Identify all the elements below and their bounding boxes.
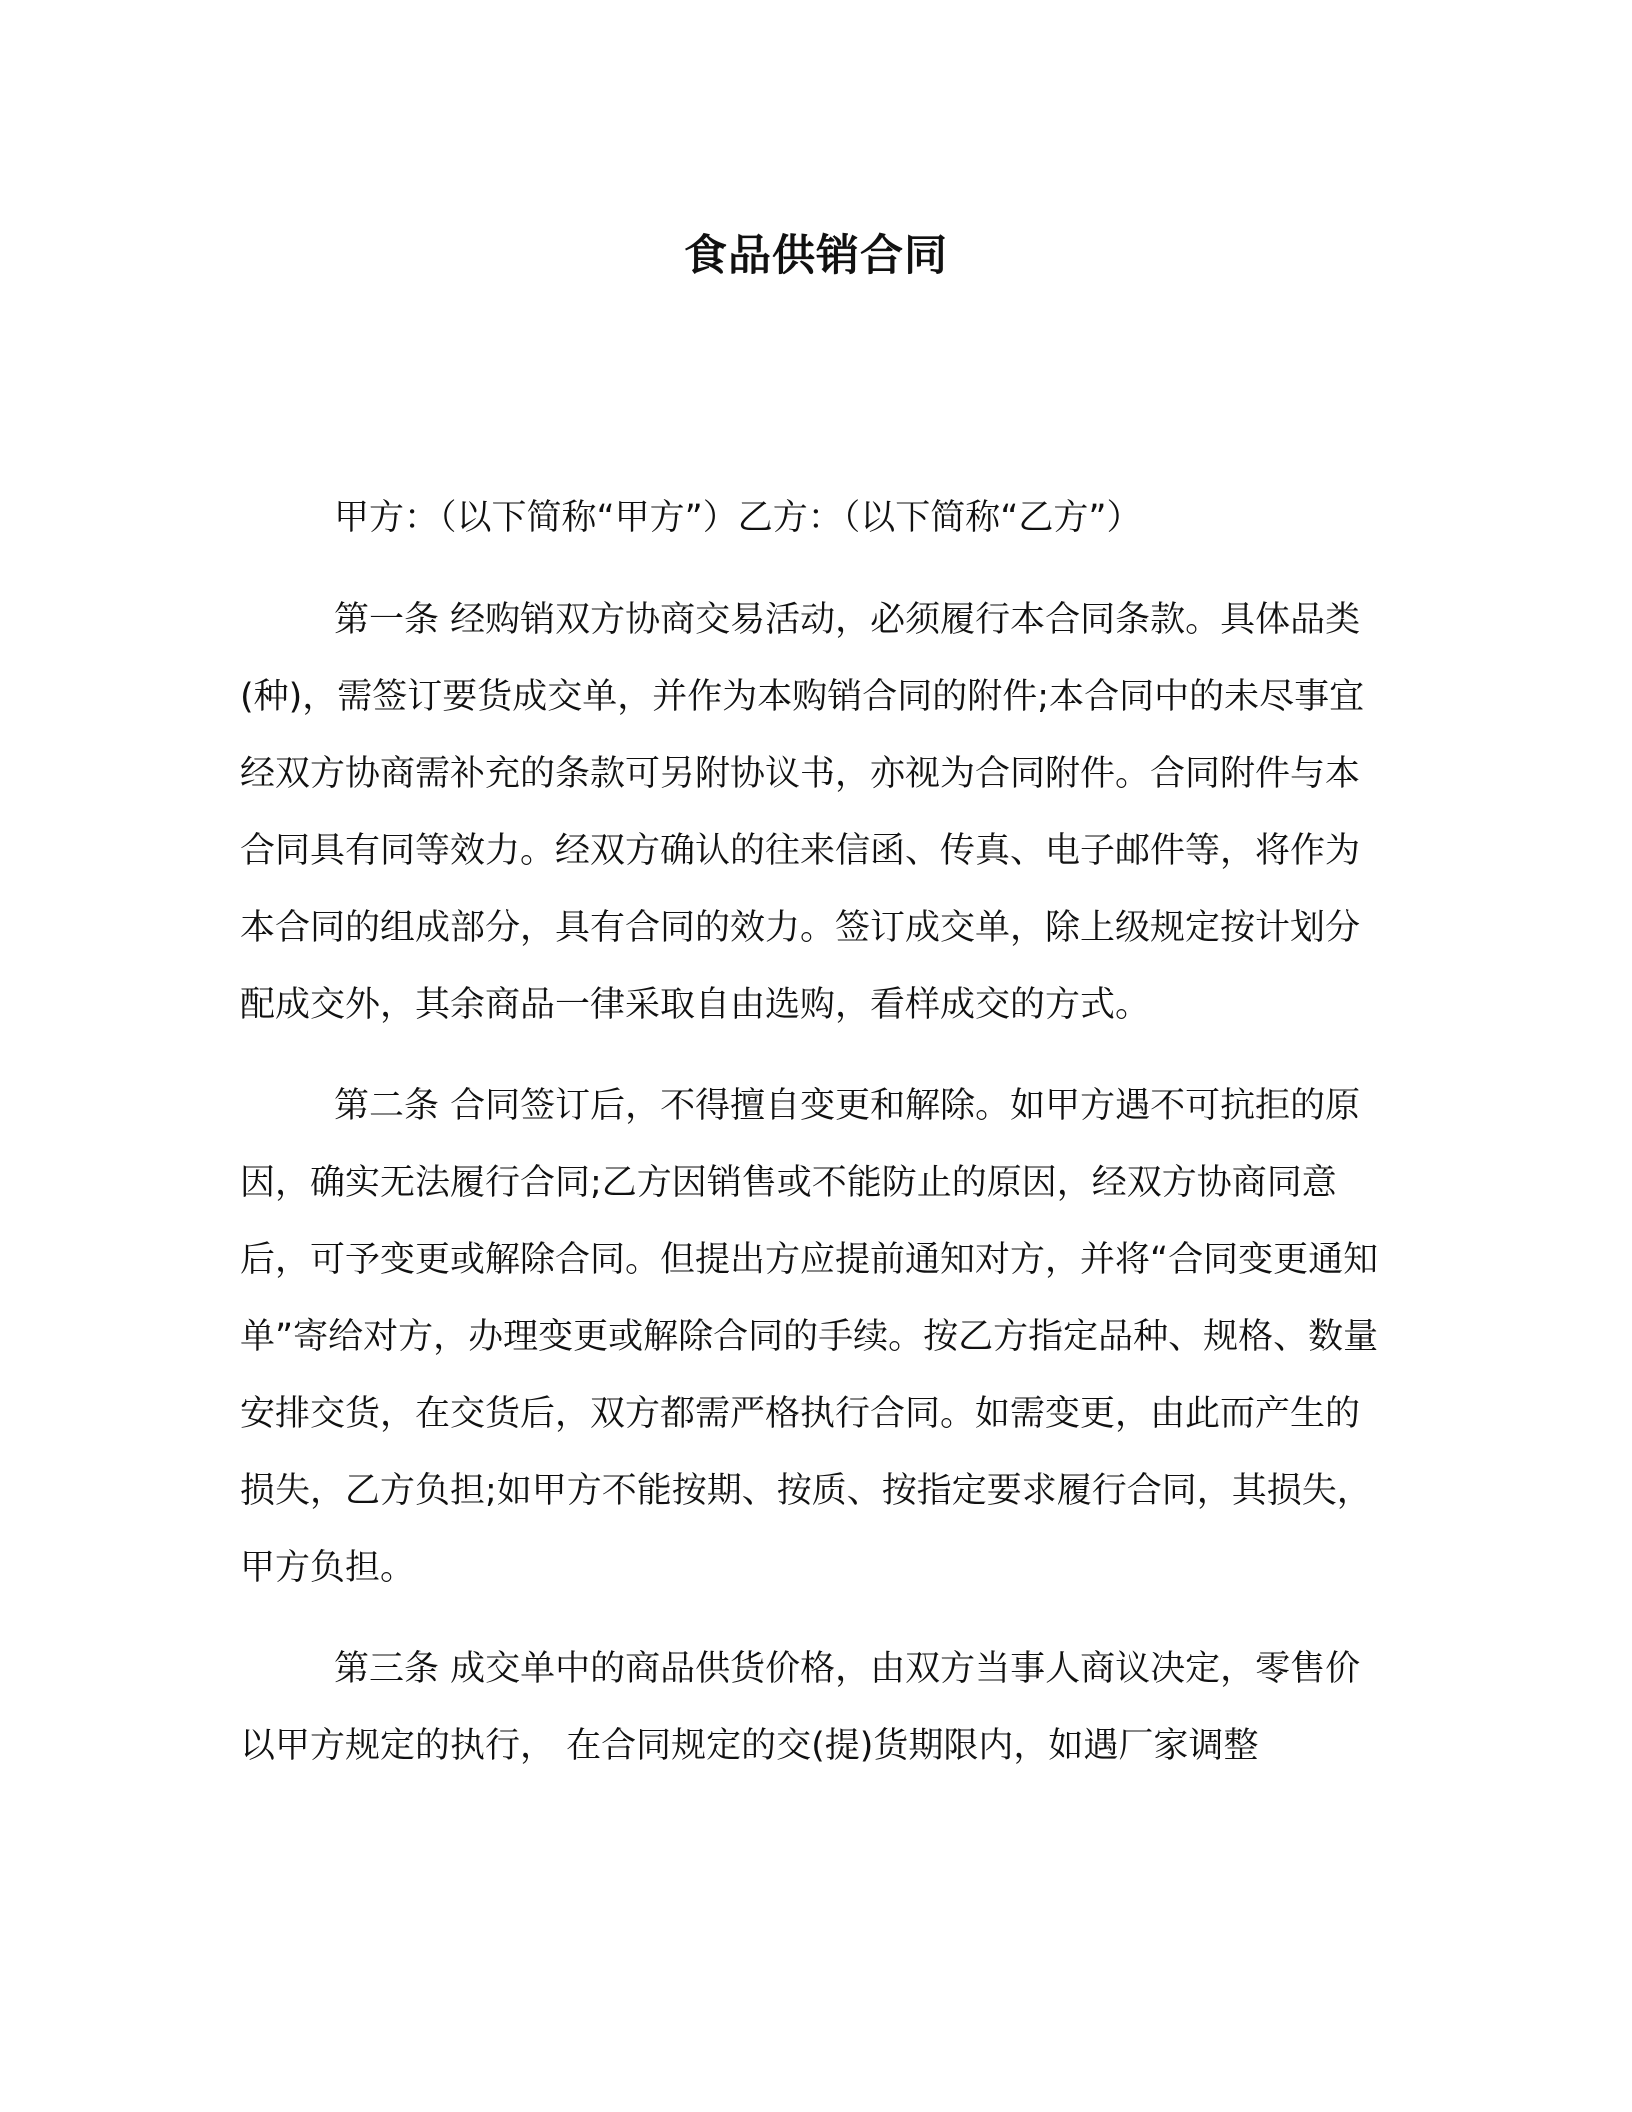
document-title: 食品供销合同 [684,231,948,281]
parties-line: 甲方：（以下简称“甲方”）乙方：（以下简称“乙方”） [334,498,1142,538]
article-3: 第三条 成交单中的商品供货价格，由双方当事人商议决定，零售价以甲方规定的执行， 在合同规定的交(提)货期限内，如遇厂家调整 [240,1649,1361,1766]
article-1: 第一条 经购销双方协商交易活动，必须履行本合同条款。具体品类(种)，需签订要货成交单，并作为本购销合同的附件;本合同中的未尽事宜经双方协商需补充的条款可另附协议书，亦视为合同附件。合同附件与本合同具有同等效力。经双方确认的往来信函、传真、电子邮件等，将作为本合同的组成部分，具有合同的效力。签订成交单，除上级规定按计划分配成交外，其余商品一律采取自由选购，看样成交的方式。 [240,600,1365,1025]
article-2: 第二条 合同签订后，不得擅自变更和解除。如甲方遇不可抗拒的原因，确实无法履行合同;乙方因销售或不能防止的原因，经双方协商同意后，可予变更或解除合同。但提出方应提前通知对方，并将“合同变更通知单”寄给对方，办理变更或解除合同的手续。按乙方指定品种、规格、数量安排交货，在交货后，双方都需严格执行合同。如需变更，由此而产生的损失，乙方负担;如甲方不能按期、按质、按指定要求履行合同，其损失，甲方负担。 [240,1086,1379,1588]
document-body [240,480,1388,1809]
